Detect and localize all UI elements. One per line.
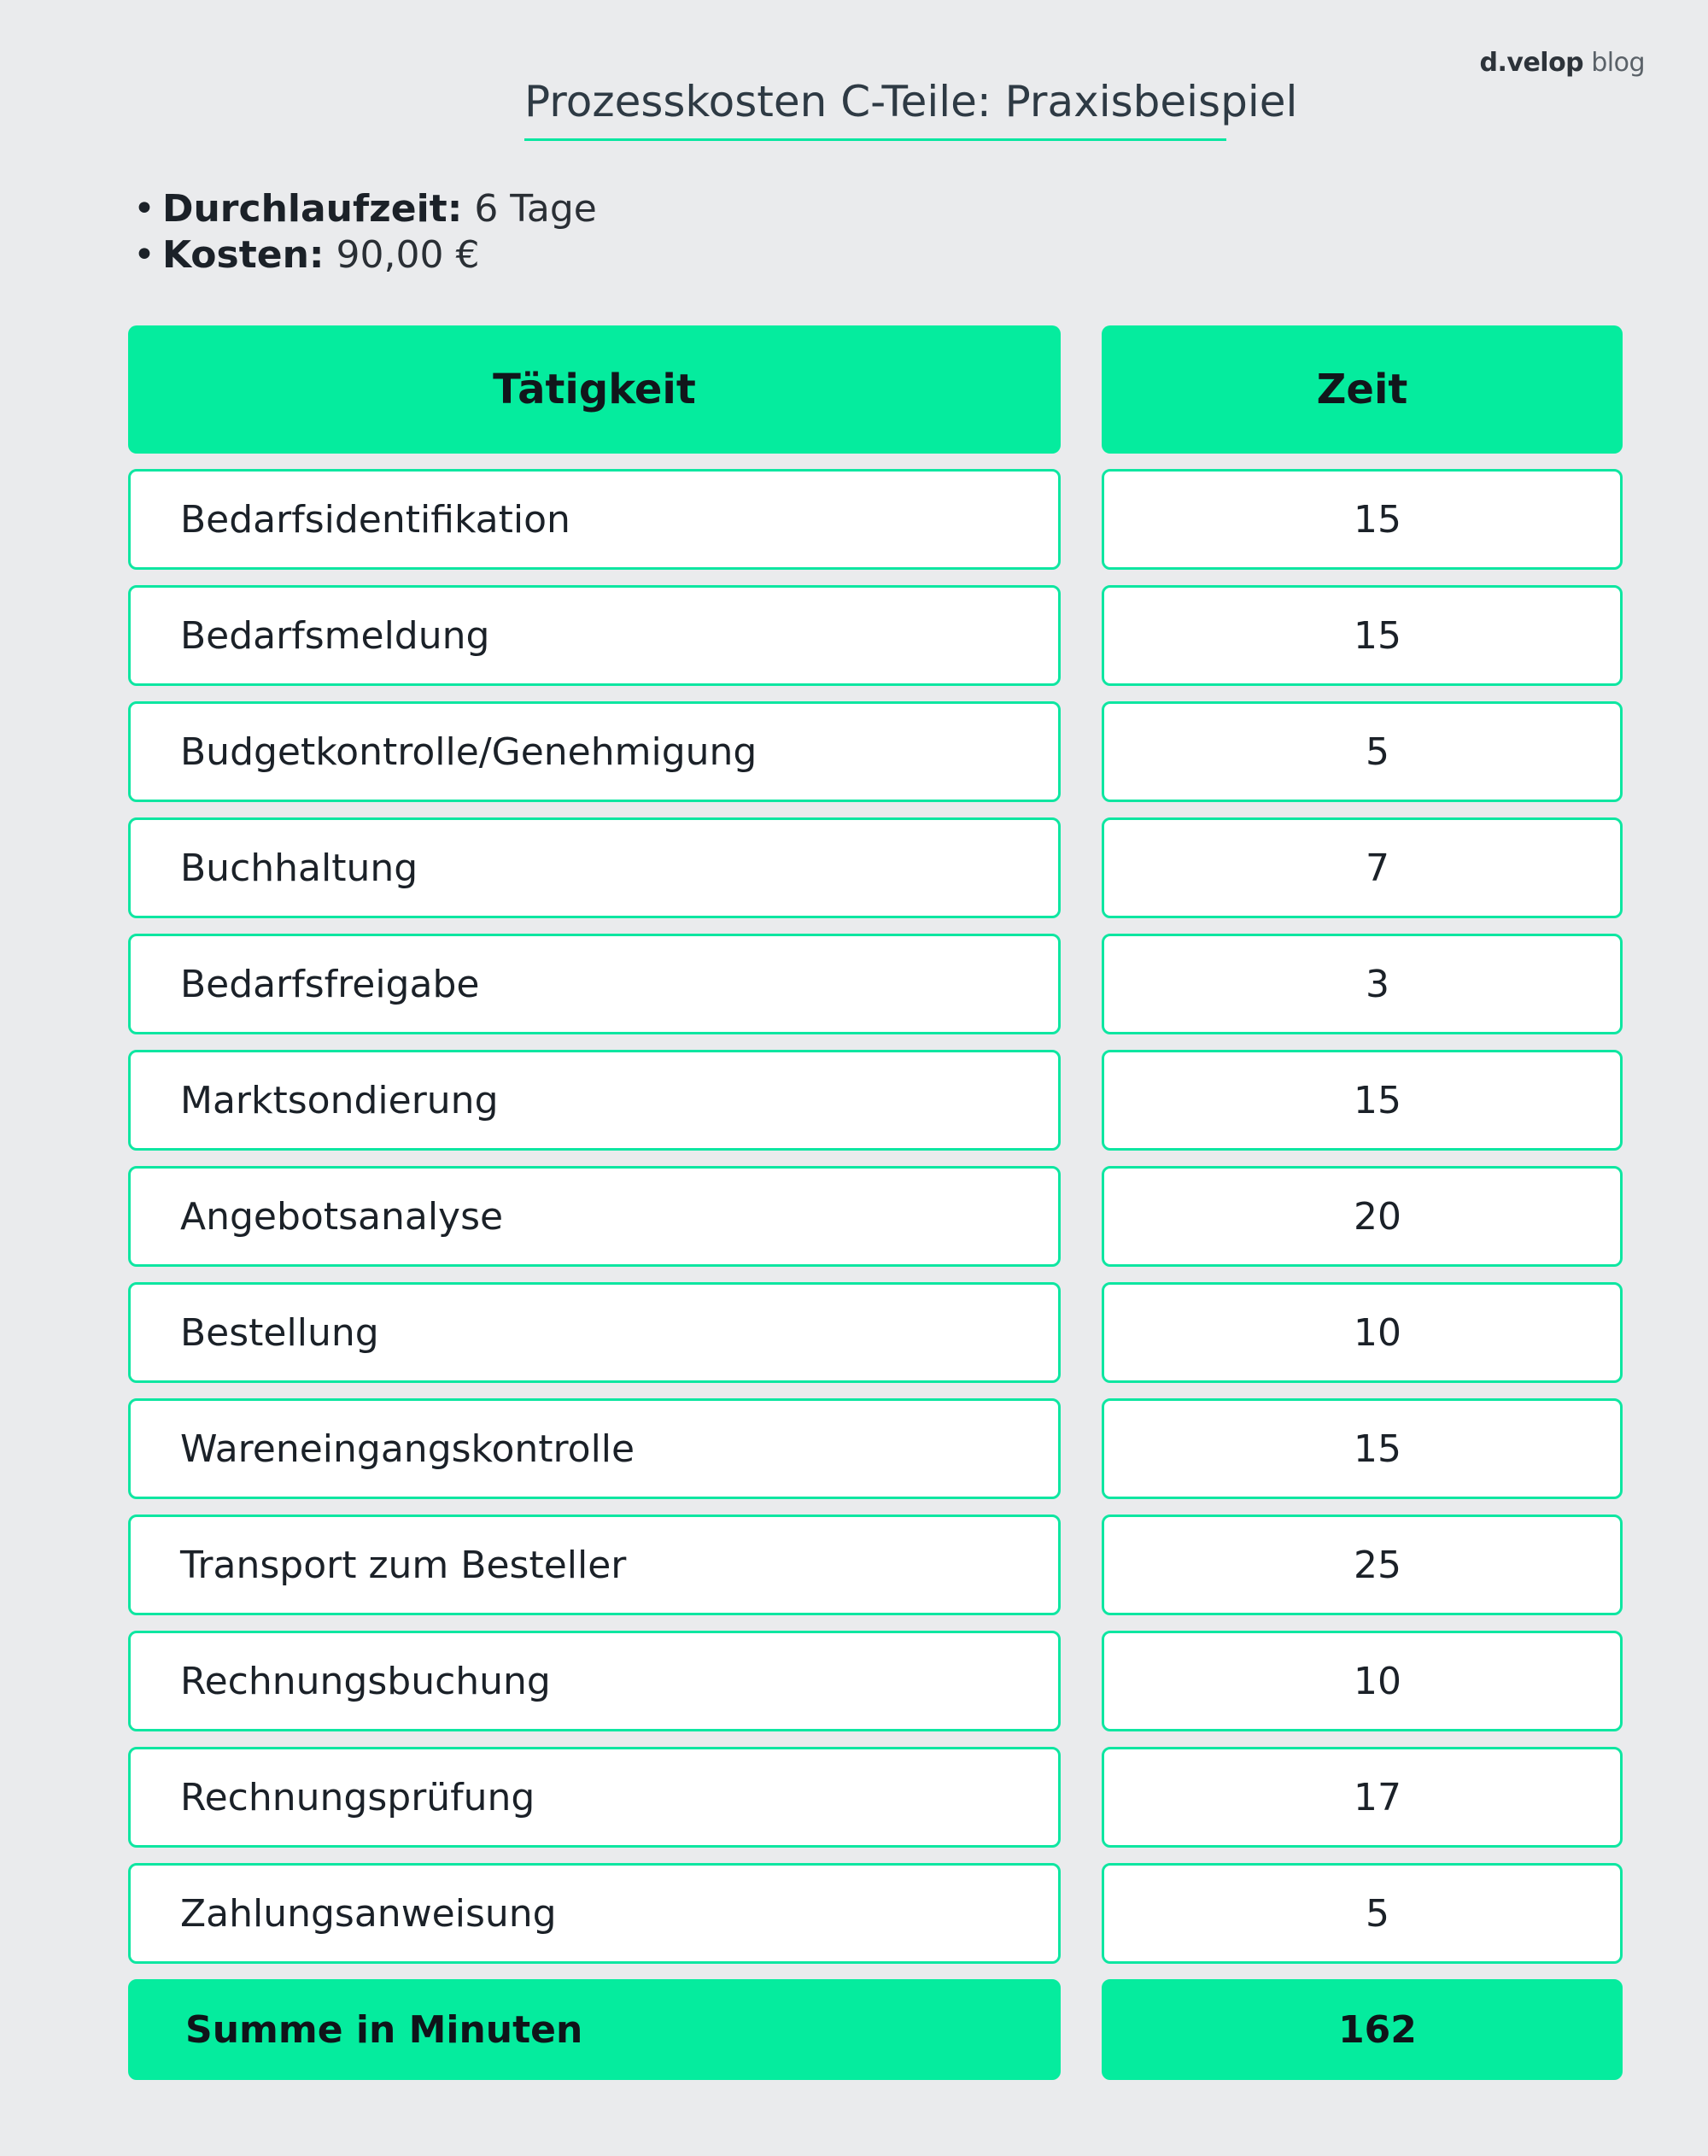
time-cell: 15 <box>1102 469 1623 570</box>
activity-cell: Wareneingangskontrolle <box>128 1398 1061 1499</box>
time-cell: 10 <box>1102 1282 1623 1383</box>
fact-key: Durchlaufzeit: <box>161 187 463 231</box>
time-cell: 15 <box>1102 1398 1623 1499</box>
activity-cell: Bedarfsmeldung <box>128 585 1061 686</box>
activity-cell: Buchhaltung <box>128 817 1061 918</box>
logo-brand: d.velop <box>1479 48 1584 78</box>
activity-cell: Rechnungsbuchung <box>128 1631 1061 1731</box>
fact-value: 6 Tage <box>474 187 597 231</box>
fact-key: Kosten: <box>161 233 325 277</box>
fact-value: 90,00 € <box>336 233 480 277</box>
activity-cell: Rechnungsprüfung <box>128 1747 1061 1848</box>
activity-cell: Angebotsanalyse <box>128 1166 1061 1267</box>
fact-kosten <box>133 232 597 278</box>
activity-cell: Bedarfsidentifikation <box>128 469 1061 570</box>
time-cell: 17 <box>1102 1747 1623 1848</box>
time-cell: 15 <box>1102 585 1623 686</box>
activity-cell: Marktsondierung <box>128 1050 1061 1151</box>
facts-list <box>133 186 597 278</box>
time-cell: 15 <box>1102 1050 1623 1151</box>
activity-cell: Bestellung <box>128 1282 1061 1383</box>
time-cell: 20 <box>1102 1166 1623 1267</box>
logo-suffix: blog <box>1591 48 1645 78</box>
activity-cell: Zahlungsanweisung <box>128 1863 1061 1964</box>
activity-cell: Transport zum Besteller <box>128 1514 1061 1615</box>
sum-label-cell: Summe in Minuten <box>128 1979 1061 2080</box>
time-cell: 10 <box>1102 1631 1623 1731</box>
header-taetigkeit: Tätigkeit <box>128 325 1061 454</box>
page-title: Prozesskosten C-Teile: Praxisbeispiel <box>524 77 1226 141</box>
header-zeit: Zeit <box>1102 325 1623 454</box>
time-column <box>1102 325 1623 2080</box>
bullet-icon: • <box>133 233 155 277</box>
dvelop-blog-logo <box>1480 48 1645 78</box>
activity-cell: Bedarfsfreigabe <box>128 934 1061 1034</box>
activity-cell: Budgetkontrolle/Genehmigung <box>128 701 1061 802</box>
time-cell: 5 <box>1102 1863 1623 1964</box>
bullet-icon: • <box>133 187 155 231</box>
sum-value-cell: 162 <box>1102 1979 1623 2080</box>
fact-durchlaufzeit <box>133 186 597 232</box>
time-cell: 25 <box>1102 1514 1623 1615</box>
activity-column <box>128 325 1061 2080</box>
time-cell: 3 <box>1102 934 1623 1034</box>
time-cell: 7 <box>1102 817 1623 918</box>
time-cell: 5 <box>1102 701 1623 802</box>
